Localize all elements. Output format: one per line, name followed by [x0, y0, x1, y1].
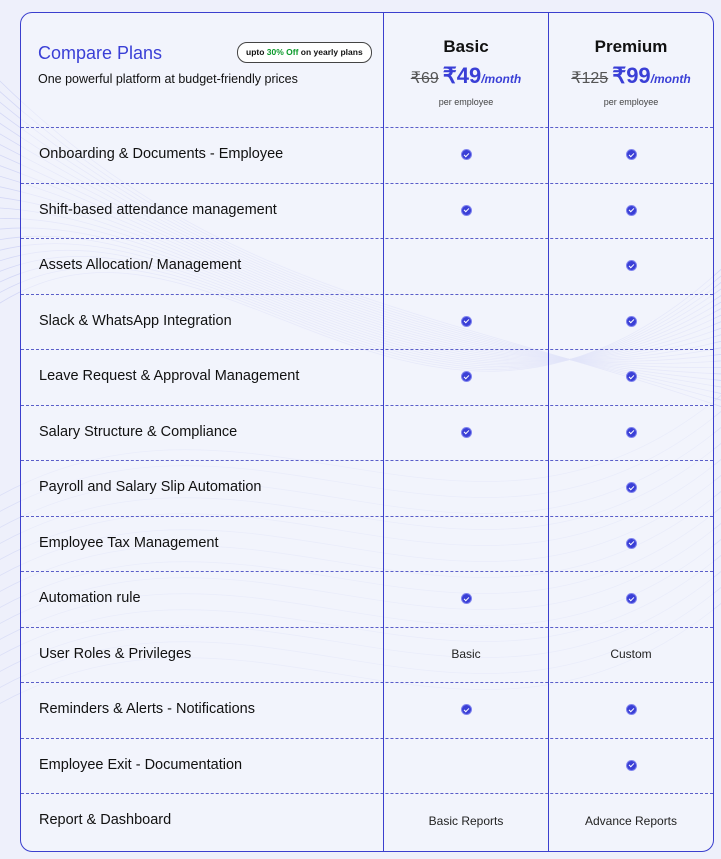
- check-circle-icon: [462, 594, 471, 603]
- feature-label: Slack & WhatsApp Integration: [39, 312, 232, 329]
- check-circle-icon: [627, 150, 636, 159]
- basic-plan-value: Basic: [451, 647, 481, 662]
- check-circle-icon: [627, 761, 636, 770]
- check-circle-icon: [462, 428, 471, 437]
- basic-plan-cell: [384, 516, 548, 572]
- basic-plan-cell: [384, 460, 548, 516]
- basic-plan-cell: [384, 682, 548, 738]
- plan-premium-header: [549, 13, 713, 127]
- feature-label: Employee Exit - Documentation: [39, 756, 243, 773]
- basic-plan-cell: [384, 127, 548, 183]
- check-circle-icon: [627, 317, 636, 326]
- feature-label: Leave Request & Approval Management: [39, 368, 300, 384]
- premium-plan-cell: [549, 571, 713, 627]
- plan-price: [384, 63, 548, 89]
- page-subtitle: One powerful platform at budget-friendly prices: [38, 72, 298, 86]
- check-circle-icon: [462, 705, 471, 714]
- feature-row: [21, 238, 713, 294]
- column-divider: [383, 13, 384, 851]
- basic-plan-cell: [384, 349, 548, 405]
- plan-price: [549, 63, 713, 89]
- premium-plan-cell: [549, 238, 713, 294]
- feature-row: [21, 294, 713, 350]
- compare-plans-table: [20, 12, 714, 852]
- basic-plan-cell: [384, 571, 548, 627]
- feature-row: [21, 516, 713, 572]
- plan-name: Premium: [594, 37, 668, 56]
- feature-label: Salary Structure & Compliance: [39, 423, 238, 440]
- feature-row: [21, 627, 713, 683]
- price-period: /month: [481, 72, 522, 86]
- basic-plan-cell: [384, 627, 548, 683]
- basic-plan-cell: [384, 183, 548, 239]
- premium-plan-cell: [549, 460, 713, 516]
- page-title: Compare Plans: [38, 43, 163, 63]
- premium-plan-cell: [549, 738, 713, 794]
- premium-plan-cell: [549, 516, 713, 572]
- feature-label: Report & Dashboard: [39, 812, 172, 828]
- basic-plan-cell: [384, 738, 548, 794]
- basic-plan-cell: [384, 294, 548, 350]
- premium-plan-cell: [549, 183, 713, 239]
- check-circle-icon: [627, 483, 636, 492]
- premium-plan-cell: [549, 127, 713, 183]
- premium-plan-cell: [549, 294, 713, 350]
- feature-label: Shift-based attendance management: [39, 201, 277, 218]
- feature-row: [21, 127, 713, 183]
- premium-plan-value: Custom: [610, 647, 652, 662]
- discount-highlight: 30% Off: [266, 47, 299, 57]
- feature-label: Employee Tax Management: [39, 534, 219, 551]
- premium-plan-value: Advance Reports: [584, 813, 678, 828]
- basic-plan-cell: [384, 793, 548, 849]
- check-circle-icon: [627, 206, 636, 215]
- check-circle-icon: [627, 705, 636, 714]
- check-circle-icon: [627, 261, 636, 270]
- basic-plan-cell: [384, 405, 548, 461]
- feature-row: [21, 183, 713, 239]
- plan-basic-header: [384, 13, 548, 127]
- check-circle-icon: [627, 372, 636, 381]
- check-circle-icon: [462, 150, 471, 159]
- check-circle-icon: [462, 206, 471, 215]
- feature-row: [21, 571, 713, 627]
- feature-row: [21, 349, 713, 405]
- premium-plan-cell: [549, 793, 713, 849]
- old-price: ₹69: [410, 70, 439, 87]
- compare-plans-header: [21, 13, 383, 127]
- check-circle-icon: [627, 539, 636, 548]
- check-circle-icon: [462, 372, 471, 381]
- check-circle-icon: [627, 428, 636, 437]
- new-price: ₹49: [442, 63, 482, 88]
- feature-row: [21, 682, 713, 738]
- basic-plan-value: Basic Reports: [428, 813, 504, 828]
- check-circle-icon: [627, 594, 636, 603]
- plan-name: Basic: [443, 37, 489, 56]
- column-divider: [548, 13, 549, 851]
- feature-label: Payroll and Salary Slip Automation: [39, 479, 262, 495]
- premium-plan-cell: [549, 349, 713, 405]
- feature-label: Onboarding & Documents - Employee: [39, 146, 284, 162]
- premium-plan-cell: [549, 405, 713, 461]
- new-price: ₹99: [612, 63, 651, 88]
- premium-plan-cell: [549, 682, 713, 738]
- price-unit: per employee: [603, 97, 659, 107]
- price-period: /month: [650, 72, 691, 86]
- feature-row: [21, 405, 713, 461]
- feature-label: Automation rule: [39, 590, 141, 606]
- feature-row: [21, 738, 713, 794]
- check-circle-icon: [462, 317, 471, 326]
- feature-label: User Roles & Privileges: [39, 645, 192, 662]
- feature-label: Assets Allocation/ Management: [39, 257, 242, 273]
- discount-badge: upto 30% Off on yearly plans: [237, 42, 372, 63]
- price-unit: per employee: [438, 97, 494, 107]
- feature-row: [21, 793, 713, 849]
- feature-row: [21, 460, 713, 516]
- basic-plan-cell: [384, 238, 548, 294]
- feature-label: Reminders & Alerts - Notifications: [39, 701, 255, 717]
- old-price: ₹125: [571, 70, 609, 87]
- premium-plan-cell: [549, 627, 713, 683]
